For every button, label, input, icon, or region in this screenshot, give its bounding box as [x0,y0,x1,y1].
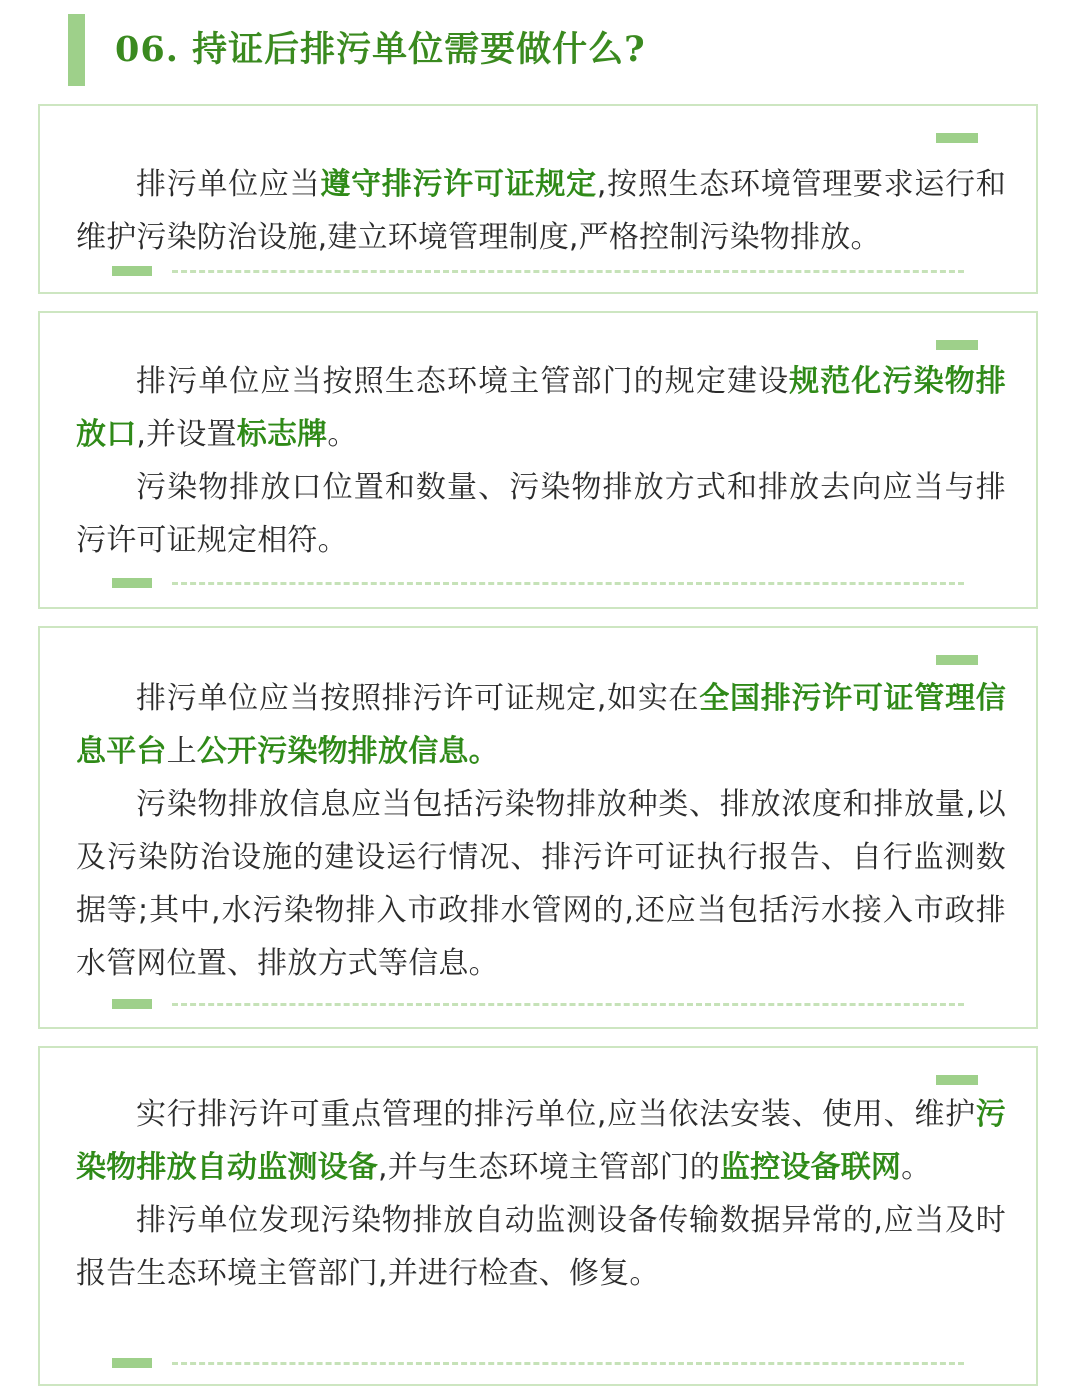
card-top-accent [936,340,978,350]
title-accent-bar [68,14,85,86]
highlight-text: 污染物排放自动监测设备 [76,1097,1006,1185]
card-paragraph [76,1088,1006,1194]
highlight-text: 全国排污许可证管理信息平台 [76,681,1006,769]
body-text: 实行排污许可重点管理的排污单位,应当依法安装、使用、维护 [136,1097,976,1132]
card-dashed-divider [172,270,964,273]
body-text: ,并与生态环境主管部门的 [378,1150,720,1185]
card-top-accent [936,133,978,143]
card-bottom-accent [112,578,152,588]
info-card-3 [38,626,1038,1029]
highlight-text: 遵守排污许可证规定 [320,167,597,202]
card-bottom-accent [112,999,152,1009]
body-text: ,按照生态环境管理要求运行和维护污染防治设施,建立环境管理制度,严格控制污染物排放。 [76,167,1006,255]
info-card-1 [38,104,1038,294]
card-top-accent [936,655,978,665]
body-text: 。 [327,417,358,452]
body-text: 排污单位应当按照排污许可证规定,如实在 [136,681,700,716]
card-body [76,1088,1006,1300]
body-text: 排污单位发现污染物排放自动监测设备传输数据异常的,应当及时报告生态环境主管部门,并进行检查、修复。 [76,1203,1006,1291]
card-top-accent [936,1075,978,1085]
body-text: ,并设置 [136,417,237,452]
body-text: 污染物排放口位置和数量、污染物排放方式和排放去向应当与排污许可证规定相符。 [76,470,1006,558]
card-body [76,355,1006,567]
page-title: 06. 持证后排污单位需要做什么? [115,29,646,70]
body-text: 。 [901,1150,932,1185]
card-bottom-accent [112,1358,152,1368]
card-paragraph [76,355,1006,461]
card-paragraph [76,461,1006,567]
body-text: 排污单位应当按照生态环境主管部门的规定建设 [136,364,790,399]
info-card-4 [38,1046,1038,1386]
card-paragraph [76,672,1006,778]
highlight-text: 公开污染物排放信息。 [196,734,499,769]
card-paragraph [76,1194,1006,1300]
card-body [76,672,1006,990]
card-dashed-divider [172,1003,964,1006]
card-paragraph [76,158,1006,264]
card-dashed-divider [172,582,964,585]
body-text: 排污单位应当 [136,167,321,202]
card-paragraph [76,778,1006,990]
highlight-text: 标志牌 [236,417,328,452]
card-bottom-accent [112,266,152,276]
highlight-text: 规范化污染物排放口 [76,364,1006,452]
card-body [76,158,1006,264]
card-dashed-divider [172,1362,964,1365]
body-text: 上 [166,734,197,769]
highlight-text: 监控设备联网 [719,1150,902,1185]
body-text: 污染物排放信息应当包括污染物排放种类、排放浓度和排放量,以及污染防治设施的建设运行情况、排污许可证执行报告、自行监测数据等;其中,水污染物排入市政排水管网的,还应当包括污水接入市政排水管网位置、排放方式等信息。 [76,787,1006,981]
info-card-2 [38,311,1038,609]
